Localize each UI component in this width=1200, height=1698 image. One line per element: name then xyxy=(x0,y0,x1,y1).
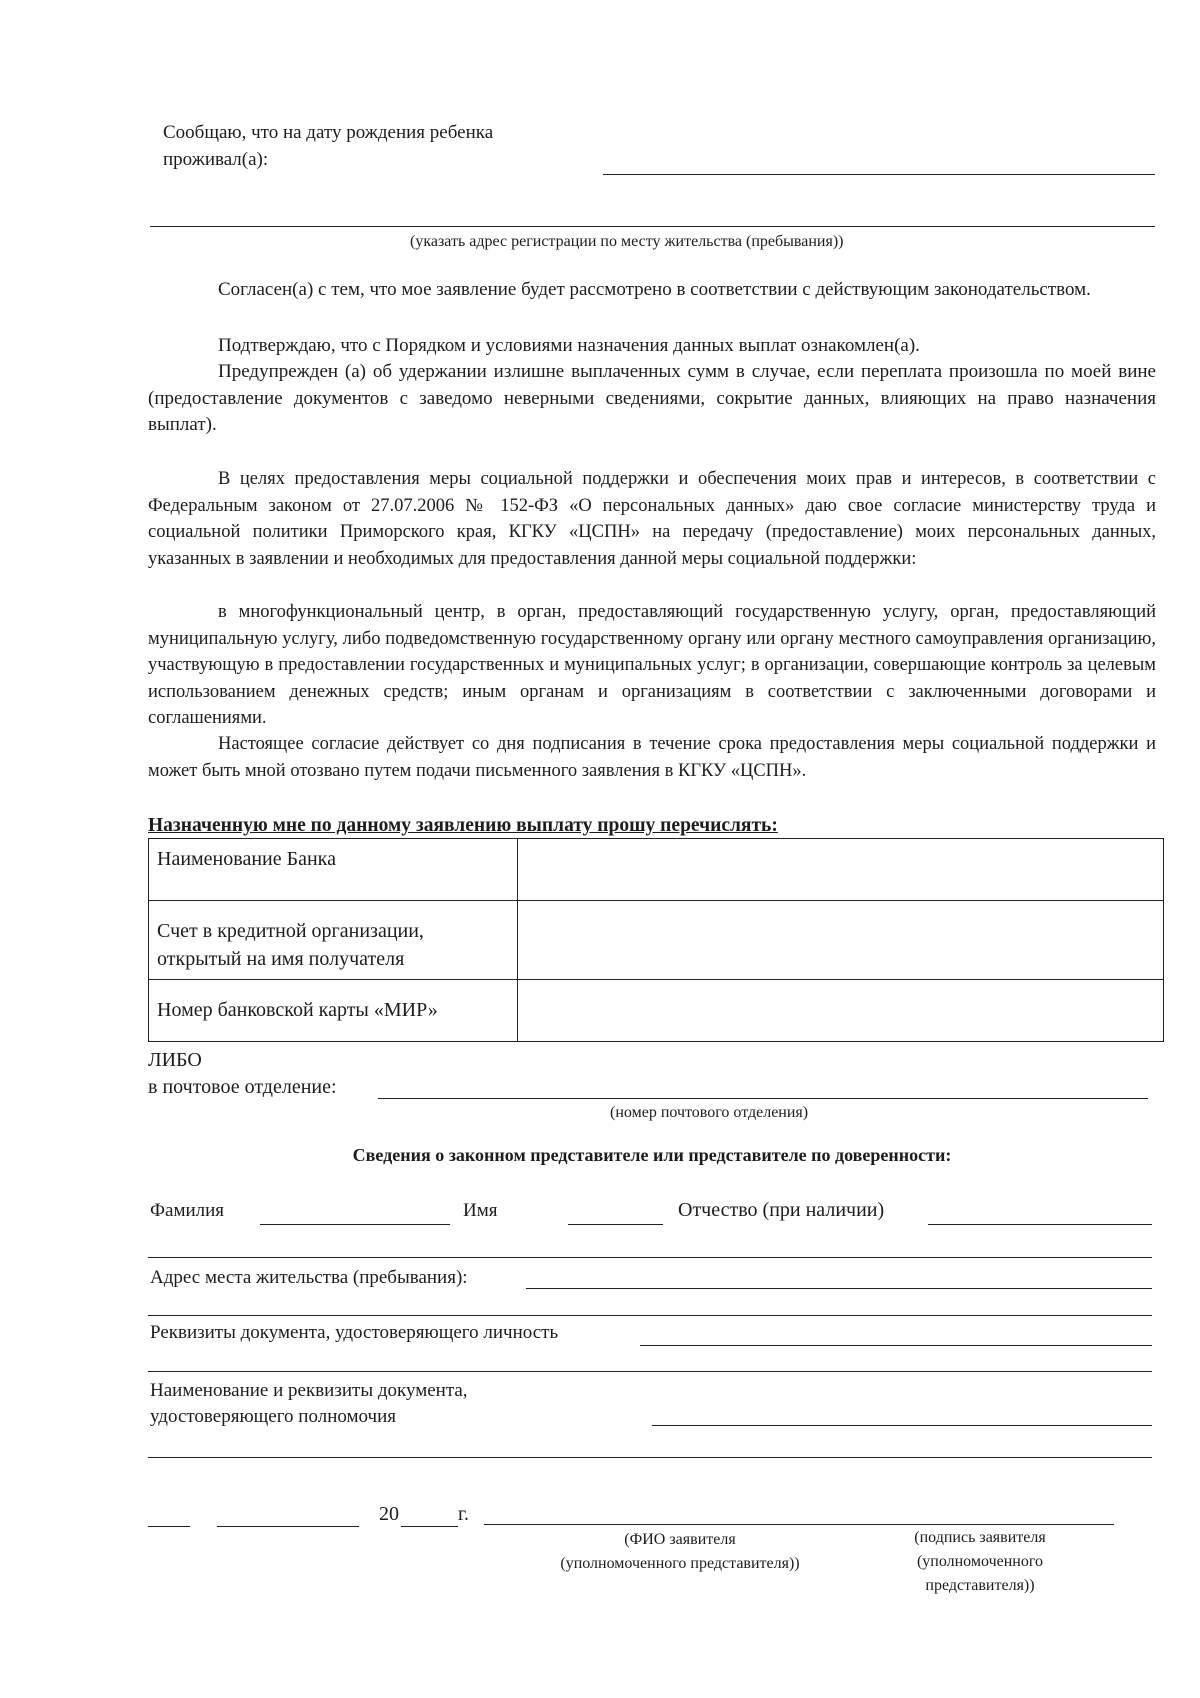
paragraph-acknowledge: Подтверждаю, что с Порядком и условиями назначения данных выплат ознакомлен(а). xyxy=(218,335,920,356)
paragraph-validity: Настоящее согласие действует со дня подписания в течение срока предоставления меры социальной поддержки и может быть мной отозвано путем подачи письменного заявления в КГКУ «ЦСПН». xyxy=(148,734,1156,781)
representative-heading: Сведения о законном представителе или представителе по доверенности: xyxy=(352,1145,952,1165)
authority-document-line-2[interactable] xyxy=(148,1457,1152,1458)
fio-signature-line[interactable] xyxy=(484,1524,1114,1525)
authority-document-label-2: удостоверяющего полномочия xyxy=(150,1406,396,1427)
surname-label: Фамилия xyxy=(150,1200,225,1221)
patronymic-line[interactable] xyxy=(928,1224,1152,1225)
table-row xyxy=(149,980,1164,1042)
account-label: Счет в кредитной организации, открытый на имя получателя xyxy=(149,901,518,980)
fio-caption-1: (ФИО заявителя xyxy=(624,1531,736,1548)
authority-document-line-1[interactable] xyxy=(652,1425,1152,1426)
name-label: Имя xyxy=(463,1200,498,1221)
address-line-2[interactable] xyxy=(148,1315,1152,1316)
bank-details-table xyxy=(148,838,1164,1042)
post-office-label: в почтовое отделение: xyxy=(148,1076,337,1098)
sign-caption-1: (подпись заявителя xyxy=(914,1529,1046,1546)
or-label: ЛИБО xyxy=(148,1049,202,1071)
authority-document-label-1: Наименование и реквизиты документа, xyxy=(150,1380,468,1401)
fio-caption-2: (уполномоченного представителя)) xyxy=(560,1555,800,1572)
residence-lived-label: проживал(а): xyxy=(163,149,269,170)
patronymic-label: Отчество (при наличии) xyxy=(678,1199,885,1221)
surname-line[interactable] xyxy=(260,1224,450,1225)
residence-intro: Сообщаю, что на дату рождения ребенка xyxy=(163,122,494,143)
table-row xyxy=(149,839,1164,901)
paragraph-personal-data: В целях предоставления меры социальной поддержки и обеспечения моих прав и интересов, в соответствии с Федеральным законом от 27.07.2006 № 152-ФЗ «О персональных данных» даю свое согласие министерству труда и социальной политики Приморского края, КГКУ «ЦСПН» на передачу (предоставление) моих персональных данных, указанных в заявлении и необходимых для предоставления данной меры социальной поддержки: xyxy=(148,469,1156,569)
year-suffix: г. xyxy=(458,1503,469,1525)
date-day-line[interactable] xyxy=(148,1526,190,1527)
post-office-caption: (номер почтового отделения) xyxy=(610,1104,809,1121)
payment-heading: Назначенную мне по данному заявлению выплату прошу перечислять: xyxy=(148,815,778,836)
residence-address-line-2[interactable] xyxy=(150,226,1155,227)
id-document-line-2[interactable] xyxy=(148,1371,1152,1372)
account-field[interactable] xyxy=(518,901,1164,980)
paragraph-warning: Предупрежден (а) об удержании излишне выплаченных сумм в случае, если переплата произошла по моей вине (предоставление документов с заведомо неверными сведениями, сокрытие данных, влияющих на право назначения выплат). xyxy=(148,361,1156,435)
sign-caption-2: (уполномоченного xyxy=(916,1553,1044,1570)
date-year-line[interactable] xyxy=(401,1526,458,1527)
date-month-line[interactable] xyxy=(217,1526,359,1527)
bank-name-label: Наименование Банка xyxy=(149,839,518,901)
card-number-field[interactable] xyxy=(518,980,1164,1042)
sign-caption-3: представителя)) xyxy=(925,1577,1035,1594)
year-prefix: 20 xyxy=(379,1503,399,1525)
name-line[interactable] xyxy=(568,1224,663,1225)
representative-line-1[interactable] xyxy=(148,1257,1152,1258)
paragraph-recipients: в многофункциональный центр, в орган, предоставляющий государственную услугу, орган, предоставляющий муниципальную услугу, либо подведомственную государственному органу или органу местного самоуправления организацию, участвующую в предоставлении государственных и муниципальных услуг; в организации, совершающие контроль за целевым использованием денежных средств; иным органам и организациям в соответствии с заключенными договорами и соглашениями. xyxy=(148,602,1156,728)
card-number-label: Номер банковской карты «МИР» xyxy=(149,980,518,1042)
paragraph-agreement: Согласен(а) с тем, что мое заявление будет рассмотрено в соответствии с действующим законодательством. xyxy=(218,279,1091,300)
id-document-label: Реквизиты документа, удостоверяющего личность xyxy=(150,1322,559,1343)
address-line-1[interactable] xyxy=(526,1288,1152,1289)
residence-caption: (указать адрес регистрации по месту жительства (пребывания)) xyxy=(410,233,844,250)
id-document-line-1[interactable] xyxy=(640,1345,1152,1346)
table-row xyxy=(149,901,1164,980)
post-office-line[interactable] xyxy=(378,1098,1148,1099)
address-label: Адрес места жительства (пребывания): xyxy=(150,1267,468,1288)
bank-name-field[interactable] xyxy=(518,839,1164,901)
residence-address-line-1[interactable] xyxy=(603,174,1155,175)
